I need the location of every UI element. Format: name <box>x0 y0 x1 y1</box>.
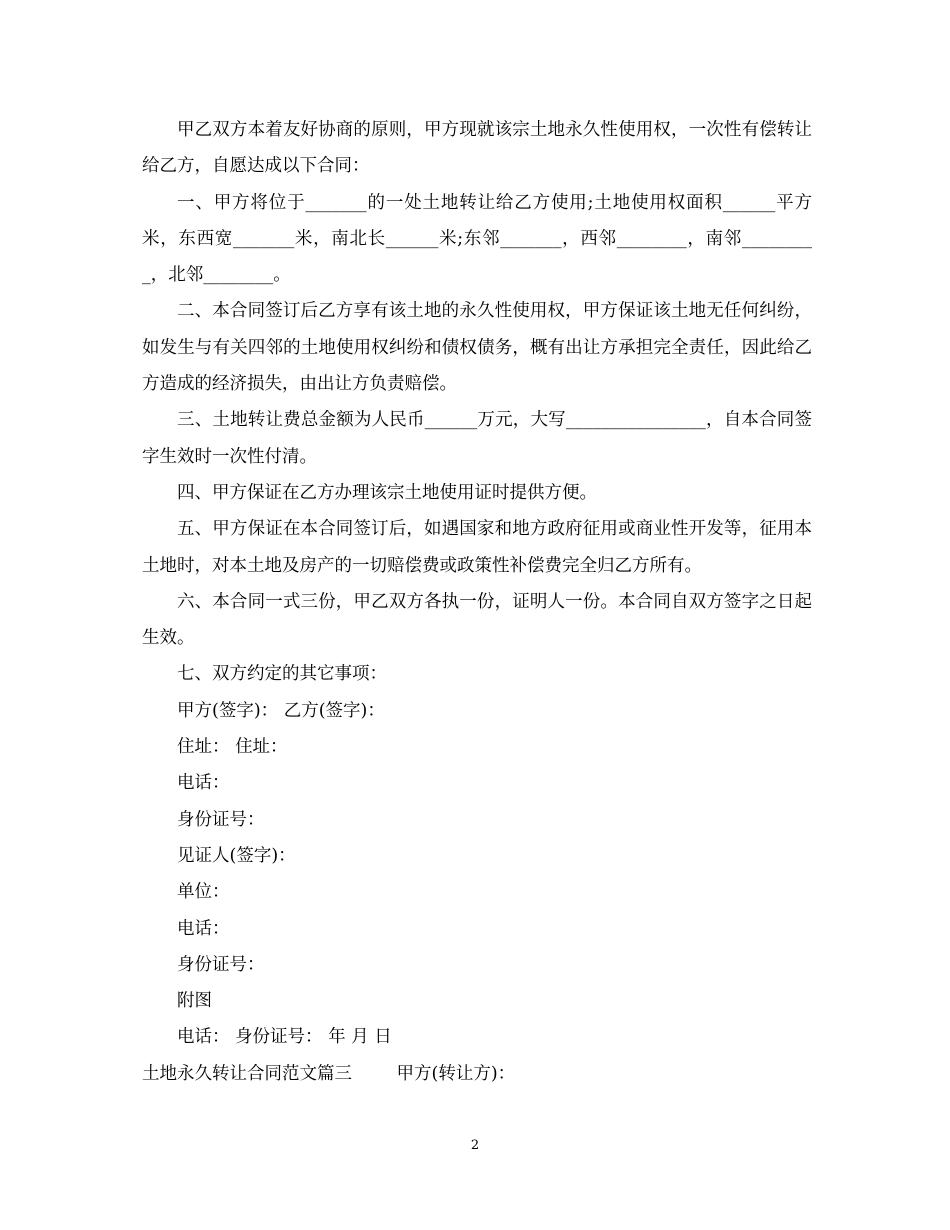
page-number: 2 <box>470 1138 480 1153</box>
attachment-label: 附图 <box>177 991 212 1012</box>
witness-unit: 单位： <box>177 882 230 903</box>
clause-5: 五、甲方保证在本合同签订后，如遇国家和地方政府征用或商业性开发等，征用本土地时，对本土地及房产的一切赔偿费或政策性补偿费完全归乙方所有。 <box>142 519 812 576</box>
signature-address: 住址： 住址： <box>177 737 288 758</box>
clause-7: 七、双方约定的其它事项： <box>177 664 387 685</box>
clause-1: 一、甲方将位于_______的一处土地转让给乙方使用;土地使用权面积______平方米，东西宽_______米，南北长______米;东邻_______，西邻________，南邻_________，北邻________。 <box>142 192 812 286</box>
document-body <box>142 112 812 1092</box>
clause-4: 四、甲方保证在乙方办理该宗土地使用证时提供方便。 <box>177 482 597 503</box>
clause-3: 三、土地转让费总金额为人民币______万元，大写________________，自本合同签字生效时一次性付清。 <box>142 410 812 467</box>
paragraph-intro: 甲乙双方本着友好协商的原则，甲方现就该宗土地永久性使用权，一次性有偿转让给乙方，自愿达成以下合同： <box>142 120 812 177</box>
signature-party-a-b: 甲方(签字)： 乙方(签字)： <box>177 700 385 721</box>
signature-phone: 电话： <box>177 773 230 794</box>
clause-2: 二、本合同签订后乙方享有该土地的永久性使用权，甲方保证该土地无任何纠纷，如发生与有关四邻的土地使用权纠纷和债权债务，概有出让方承担完全责任，因此给乙方造成的经济损失，由出让方负责赔偿。 <box>142 301 812 395</box>
witness-signature: 见证人(签字)： <box>177 845 296 866</box>
next-section-heading: 土地永久转让合同范文篇三 甲方(转让方)： <box>142 1063 516 1084</box>
witness-id-number: 身份证号： <box>177 954 265 975</box>
witness-phone: 电话： <box>177 918 230 939</box>
clause-6: 六、本合同一式三份，甲乙双方各执一份，证明人一份。本合同自双方签字之日起生效。 <box>142 591 812 649</box>
phone-id-date-line: 电话： 身份证号： 年 月 日 <box>177 1027 392 1048</box>
signature-id-number: 身份证号： <box>177 809 265 830</box>
